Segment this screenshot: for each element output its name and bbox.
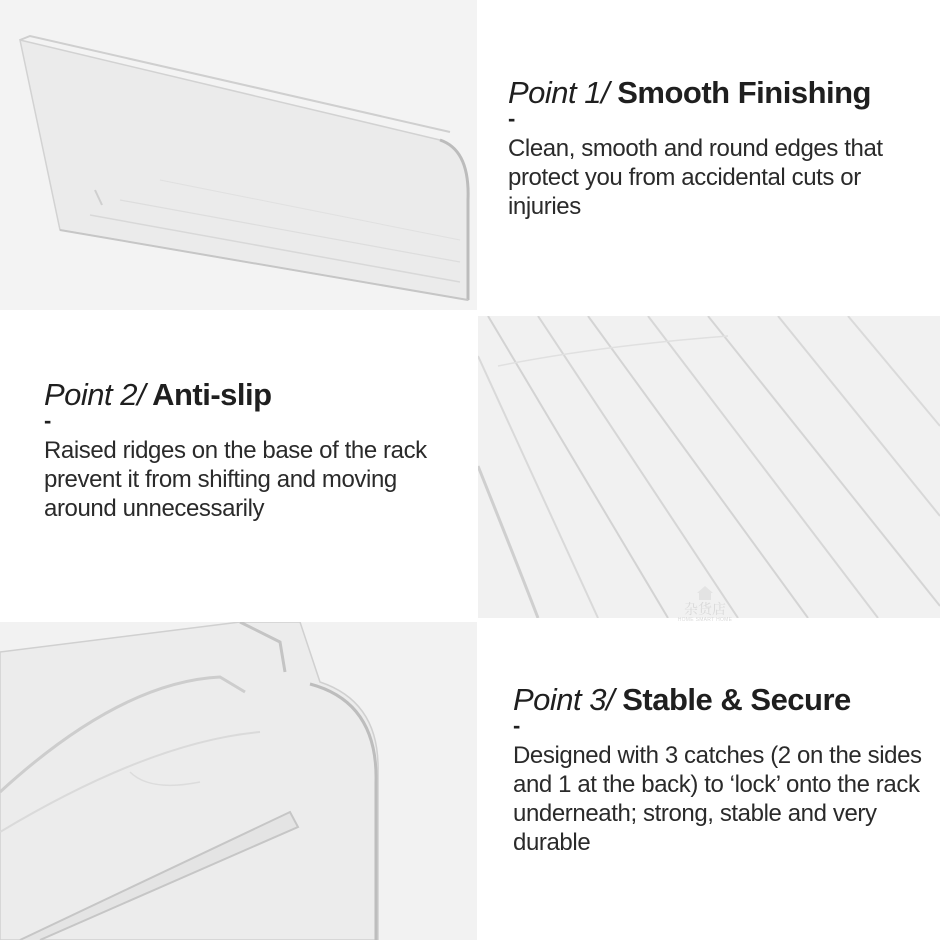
point-2-heading [44,376,464,414]
product-photo-catches [0,622,477,940]
point-3-dash: - [513,713,521,738]
point-1-number: Point 1/ [508,75,610,110]
point-2-dash: - [44,408,52,433]
product-photo-ridged-base [478,316,940,618]
acrylic-edge-illustration [0,0,477,310]
point-3-number: Point 3/ [513,682,615,717]
point-2-number: Point 2/ [44,377,146,412]
point-1-dash: - [508,106,516,131]
point-3-description: Designed with 3 catches (2 on the sides and 1 at the back) to ‘lock’ onto the rack underneath; strong, stable and very durable [513,742,922,856]
point-1-title: Smooth Finishing [617,75,871,110]
point-2-title: Anti-slip [152,377,272,412]
point-1-description: Clean, smooth and round edges that protect you from accidental cuts or injuries [508,135,883,220]
point-3-block [513,681,933,857]
ridges-illustration [478,316,940,618]
point-1-block [508,74,928,221]
house-logo-icon [696,585,714,601]
point-2-block [44,376,464,523]
point-3-heading [513,681,933,719]
watermark [660,585,750,623]
catches-illustration [0,622,477,940]
watermark-chinese: 杂货店 [684,601,726,617]
watermark-english: HOME SMART HOME [677,617,733,623]
product-photo-smooth-edge [0,0,477,310]
point-1-heading [508,74,928,112]
point-2-description: Raised ridges on the base of the rack prevent it from shifting and moving around unnecessarily [44,437,427,522]
point-3-title: Stable & Secure [622,682,851,717]
